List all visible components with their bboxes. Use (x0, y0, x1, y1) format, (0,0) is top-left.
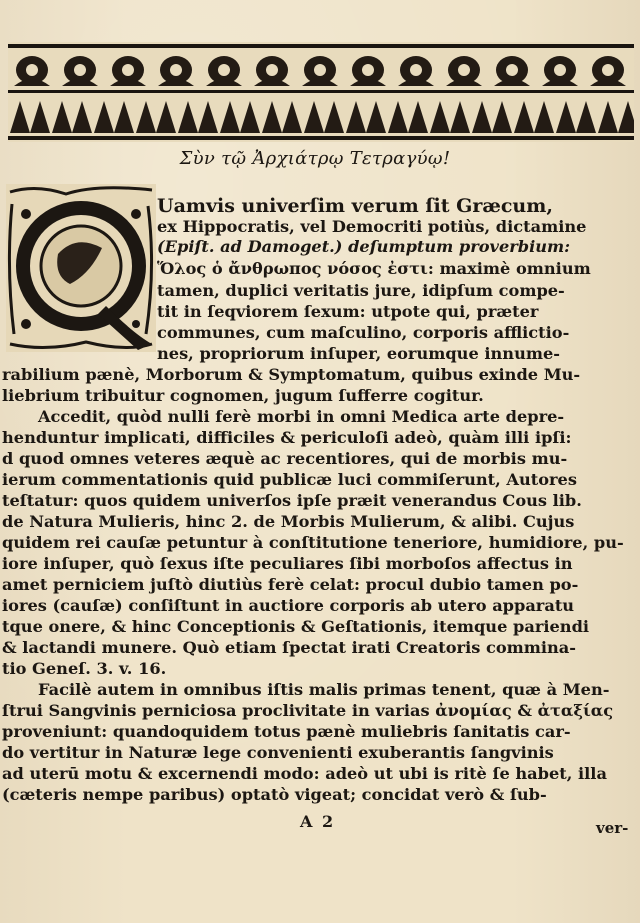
text-line: tamen, duplici veritatis jure, idipſum compe- (157, 281, 565, 300)
text-line: Uamvis univerſim verum ſit Græcum, (157, 195, 553, 217)
text-line: Ὅλος ὁ ἄνθρωπος νόσος ἐστι: maximè omnium (157, 259, 591, 278)
text-line: amet perniciem juſtò diutiùs ferè celat: procul dubio tamen po- (2, 575, 579, 594)
text-line: ex Hippocratis, vel Democriti potiùs, dictamine (157, 217, 587, 236)
text-line: tio Geneſ. 3. v. 16. (2, 659, 167, 678)
text-line: do vertitur in Naturæ lege convenienti exuberantis ſangvinis (2, 743, 554, 762)
text-line: Accedit, quòd nulli ferè morbi in omni Medica arte depre- (38, 407, 565, 426)
text-line: nes, propriorum inſuper, eorumque innume- (157, 344, 560, 363)
signature-mark: A 2 (300, 812, 336, 831)
decorated-initial-q (6, 184, 156, 352)
text-line: teſtatur: quos quidem univerſos ipſe præit venerandus Cous lib. (2, 491, 582, 510)
greek-heading: Σὺν τῷ Ἀρχιάτρῳ Τετραγύῳ! (179, 148, 451, 169)
text-line: tit in ſeqviorem ſexum: utpote qui, præter (157, 302, 539, 321)
text-line: d quod omnes veteres æquè ac recentiores, qui de morbis mu- (2, 449, 568, 468)
text-line: liebrium tribuitur cognomen, jugum ſufferre cogitur. (2, 386, 484, 405)
text-line: proveniunt: quandoquidem totus pænè muliebris ſanitatis car- (2, 722, 571, 741)
text-line: (Epiſt. ad Damoget.) deſumptum proverbium: (157, 237, 571, 256)
text-line: iores (cauſæ) conſiſtunt in auctiore corporis ab utero apparatu (2, 596, 575, 615)
text-line: communes, cum maſculino, corporis afflictio- (157, 323, 570, 342)
text-line: quidem rei cauſæ petuntur à conſtitutione teneriore, humidiore, pu- (2, 533, 624, 552)
text-line: rabilium pænè, Morborum & Symptomatum, quibus exinde Mu- (2, 365, 581, 384)
text-line: (cæteris nempe paribus) optatò vigeat; concidat verò & ſub- (2, 785, 547, 804)
text-line: tque onere, & hinc Conceptionis & Geſtationis, itemque pariendi (2, 617, 590, 636)
text-line: ierum commentationis quid publicæ luci commiſerunt, Autores (2, 470, 577, 489)
text-line: ad uterū motu & excernendi modo: adeò ut ubi is ritè ſe habet, illa (2, 764, 607, 783)
text-line: Facilè autem in omnibus iſtis malis primas tenent, quæ à Men- (38, 680, 610, 699)
text-line: henduntur implicati, difficiles & periculoſi adeò, quàm illi ipſi: (2, 428, 572, 447)
text-line: ſtrui Sangvinis perniciosa proclivitate in varias ἀνομίας & ἀταξίας (2, 701, 614, 720)
text-line: & lactandi munere. Quò etiam ſpectat irati Creatoris commina- (2, 638, 577, 657)
ornamental-headpiece (8, 42, 634, 142)
catchword: ver- (596, 819, 629, 837)
text-line: iore inſuper, quò ſexus iſte peculiares ſibi morboſos affectus in (2, 554, 573, 573)
text-line: de Natura Mulieris, hinc 2. de Morbis Mulierum, & alibi. Cujus (2, 512, 575, 531)
